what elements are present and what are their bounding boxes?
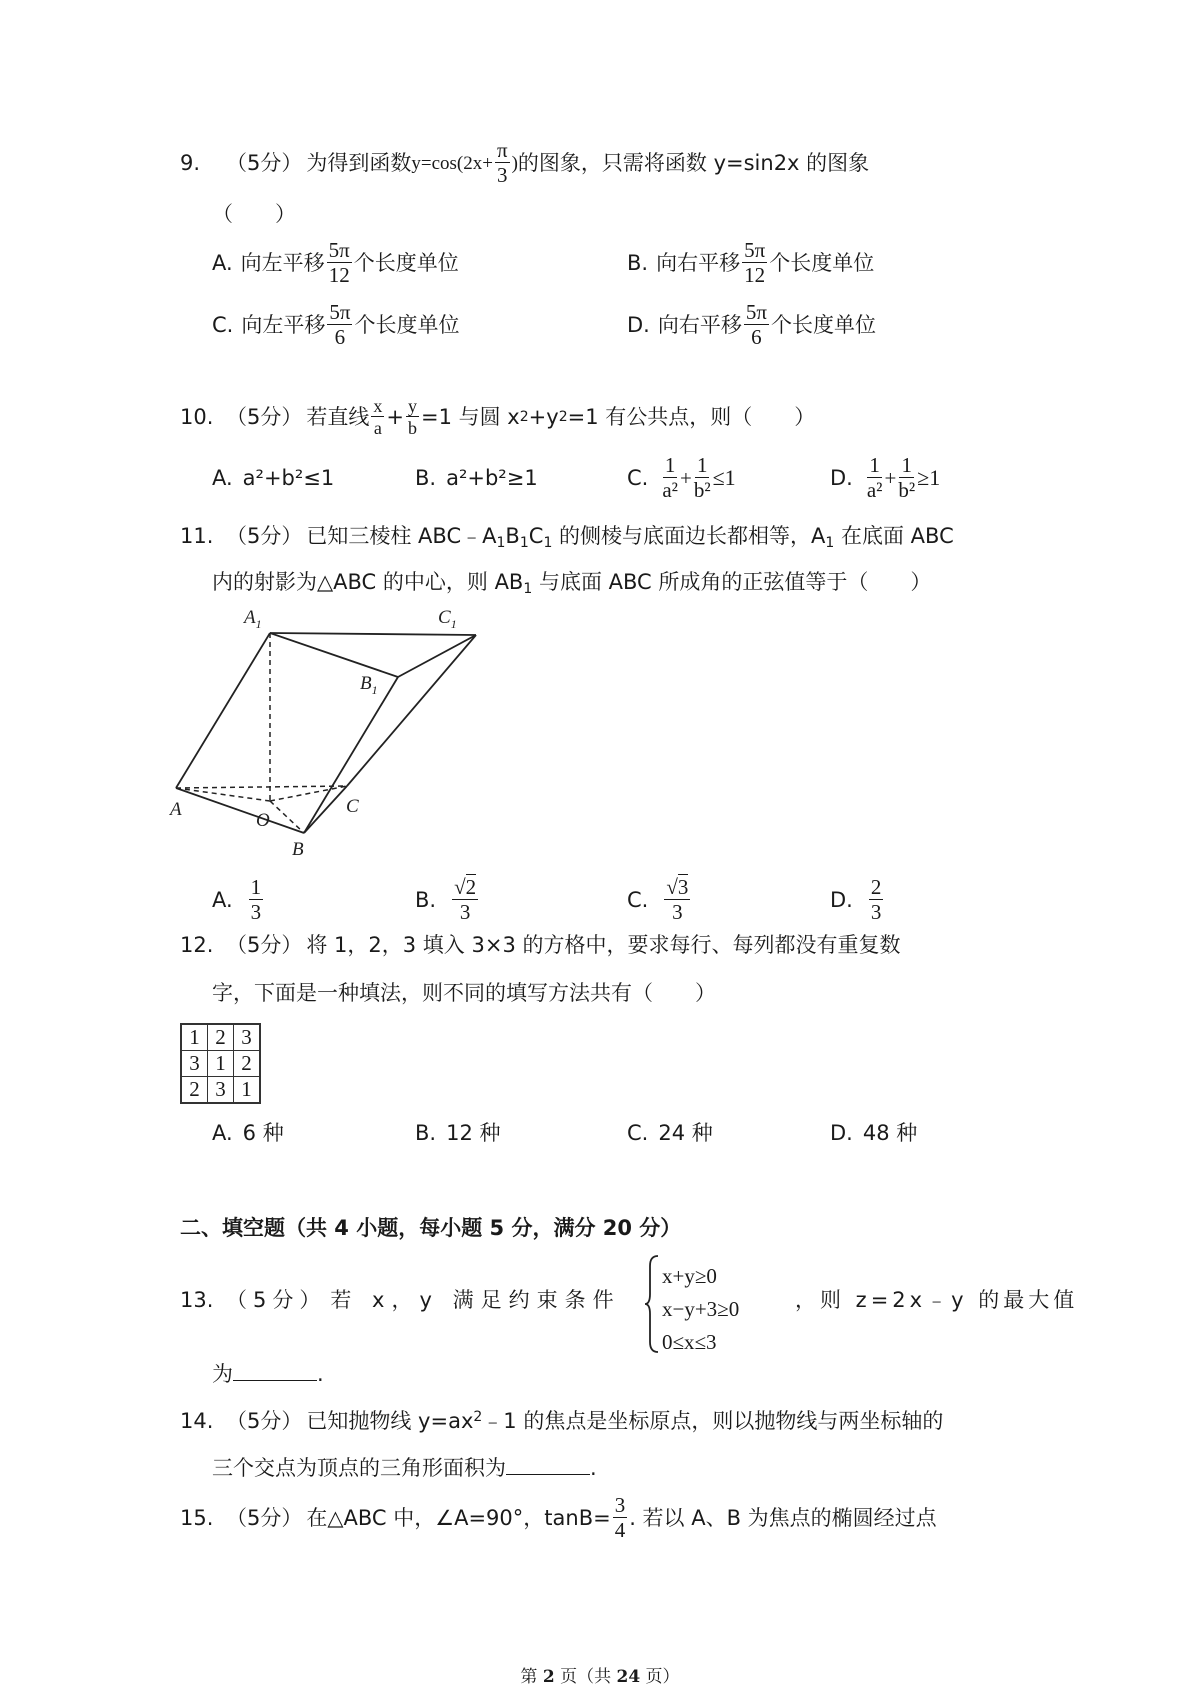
- q10-option-d-frac1: [867, 455, 883, 501]
- q12-option-c: [627, 1123, 713, 1144]
- q15-stem-a: 在△ABC 中，∠A=90°，tanB=: [306, 1505, 611, 1530]
- q9-option-c-letter: C.: [212, 312, 234, 337]
- q11-option-d: [830, 872, 885, 928]
- q11-option-c-letter: C.: [627, 887, 649, 912]
- q12-option-a: [212, 1123, 284, 1144]
- q12-option-d-letter: D.: [830, 1121, 853, 1145]
- q10-option-d-letter: D.: [830, 465, 853, 490]
- frac-den: 6: [334, 325, 346, 349]
- q9-option-d-letter: D.: [627, 312, 650, 337]
- label-o: O: [256, 810, 270, 831]
- footer-text: 页（共: [554, 1667, 617, 1687]
- frac-num: 5π: [328, 238, 350, 262]
- q14-glyph: ﹣: [482, 1409, 504, 1433]
- footer-text: 第: [520, 1667, 543, 1687]
- q14-score: （5分）: [226, 1409, 303, 1433]
- q10-eq: =1 与圆 x: [420, 404, 520, 429]
- q9-option-c-frac: [327, 302, 352, 348]
- q9-formula-num: π: [496, 138, 508, 162]
- q15-line1: [180, 1490, 937, 1546]
- grid-row: [181, 1024, 260, 1051]
- constraint-brace: [644, 1254, 660, 1354]
- q9-option-b-letter: B.: [627, 250, 649, 275]
- answer-blank[interactable]: [506, 1456, 590, 1475]
- q9-option-c-unit: 个长度单位: [354, 312, 460, 337]
- q11-option-b: [415, 872, 480, 928]
- frac-num: 1: [901, 453, 912, 477]
- q11-text: 内的射影为△ABC 的中心，则 AB: [212, 570, 524, 594]
- q10-option-b-text: a²+b²≥1: [446, 465, 538, 490]
- edge-ab: [176, 788, 304, 833]
- label-c: C: [346, 796, 359, 817]
- frac-num: √3: [666, 875, 689, 899]
- q12-option-a-text: 6 种: [242, 1121, 284, 1145]
- q10-mid: +y: [528, 404, 559, 429]
- q10-frac-x: [371, 397, 384, 437]
- grid-row: [181, 1077, 260, 1104]
- radicand: 3: [677, 875, 689, 899]
- q14-number: 14.: [180, 1409, 214, 1433]
- q9-option-b: [627, 240, 874, 286]
- q9-formula-den: 3: [497, 163, 508, 187]
- q11-line1: [180, 526, 954, 550]
- frac-den: 3: [250, 900, 262, 924]
- superscript: 2: [473, 1409, 483, 1425]
- grid-cell: 2: [208, 1024, 234, 1051]
- q10-option-a-letter: A.: [212, 465, 233, 490]
- label-a1: $A_1$: [244, 607, 262, 631]
- q10-stem-b: =1 有公共点，则（ ）: [567, 404, 816, 429]
- q13-stem-a: 若 x，y 满足约束条件: [330, 1288, 621, 1312]
- q11-option-a: [212, 872, 265, 928]
- q13-stem-c: y 的最大值: [951, 1288, 1079, 1312]
- frac-den: b²: [898, 478, 916, 502]
- frac-num: 5π: [329, 300, 351, 324]
- edge-a1c1: [270, 633, 476, 635]
- frac-den: b²: [693, 478, 711, 502]
- q9-option-d-frac: [744, 302, 769, 348]
- q14-line1: [180, 1410, 943, 1432]
- q13-score: （5分）: [226, 1288, 327, 1312]
- q11-text: 在底面 ABC: [834, 524, 954, 548]
- q9-stem-a: 为得到函数: [306, 150, 412, 175]
- q12-option-c-letter: C.: [627, 1121, 649, 1145]
- q12-option-b: [415, 1123, 501, 1144]
- q9-option-c-text: 向左平移: [241, 312, 326, 337]
- q10-option-d-plus: +: [884, 465, 897, 490]
- constraint-1: x+y≥0: [662, 1264, 717, 1288]
- frac-den: 3: [672, 900, 683, 924]
- q9-formula-post: ): [511, 152, 518, 174]
- q9-option-b-unit: 个长度单位: [769, 250, 875, 275]
- q9-option-b-frac: [742, 240, 767, 286]
- q9-option-a-letter: A.: [212, 250, 233, 275]
- q15-score: （5分）: [226, 1505, 303, 1530]
- frac-den: 3: [459, 900, 471, 924]
- page-number: 2: [542, 1667, 555, 1687]
- q11-text: 与底面 ABC 所成角的正弦值等于（ ）: [532, 570, 932, 594]
- q13-number: 13.: [180, 1288, 214, 1312]
- grid-cell: 1: [234, 1077, 261, 1104]
- grid-cell: 1: [208, 1051, 234, 1077]
- q11-text: A: [482, 524, 497, 548]
- subscript: 1: [543, 535, 553, 551]
- grid-row: [181, 1051, 260, 1077]
- seg-ao: [176, 788, 270, 801]
- q12-option-b-text: 12 种: [446, 1121, 501, 1145]
- q12-option-d-text: 48 种: [862, 1121, 918, 1145]
- q12-option-c-text: 24 种: [658, 1121, 713, 1145]
- q12-number: 12.: [180, 933, 214, 957]
- q11-text: B: [505, 524, 520, 548]
- q10-score: （5分）: [226, 404, 303, 429]
- q10-option-c-letter: C.: [627, 465, 649, 490]
- frac-num: 1: [664, 453, 676, 477]
- footer-text: 页）: [640, 1667, 680, 1687]
- q9-option-d-text: 向右平移: [657, 312, 742, 337]
- constraint-3: 0≤x≤3: [662, 1330, 717, 1354]
- q9-formula-frac: [495, 140, 510, 186]
- q10-sq1: 2: [519, 409, 529, 425]
- frac-num: x: [373, 396, 383, 416]
- grid-cell: 2: [234, 1051, 261, 1077]
- subscript: 1: [523, 581, 533, 597]
- q14-text: 1 的焦点是坐标原点，则以抛物线与两坐标轴的: [503, 1409, 944, 1433]
- q11-text: C: [528, 524, 544, 548]
- seg-ob: [270, 801, 304, 833]
- edge-ac-hidden: [176, 786, 347, 788]
- q13-line1-tail: [795, 1290, 1078, 1311]
- q9-line1: [180, 139, 869, 187]
- q11-option-b-frac: [452, 877, 478, 923]
- q11-glyph: ﹣: [461, 524, 483, 548]
- q11-option-d-frac: [869, 877, 884, 923]
- edge-c1c: [347, 635, 476, 786]
- page-footer: [0, 1662, 1200, 1687]
- frac-den: a: [373, 418, 382, 438]
- q11-text: 已知三棱柱 ABC: [306, 524, 462, 548]
- q11-option-b-letter: B.: [415, 887, 437, 912]
- q12-option-a-letter: A.: [212, 1121, 233, 1145]
- frac-den: b: [407, 418, 417, 438]
- q12-line1: [180, 935, 900, 956]
- q10-number: 10.: [180, 404, 214, 429]
- q9-option-a: [212, 240, 459, 286]
- section-heading: 二、填空题（共 4 小题，每小题 5 分，满分 20 分）: [180, 1216, 682, 1240]
- frac-den: 3: [870, 900, 882, 924]
- constraint-2: x−y+3≥0: [662, 1297, 740, 1321]
- q10-option-d-frac2: [898, 455, 915, 501]
- q10-option-c-plus: +: [679, 465, 692, 490]
- q12-score: （5分）: [226, 933, 303, 957]
- subscript: 1: [519, 535, 529, 551]
- q11-text: 的侧棱与底面边长都相等，A: [552, 524, 826, 548]
- q13-end: .: [317, 1362, 324, 1386]
- edge-a1b1: [270, 633, 398, 677]
- q10-option-c-frac1: [662, 455, 678, 501]
- q10-line1: [180, 393, 815, 441]
- q10-stem-a: 若直线: [306, 404, 370, 429]
- q9-option-d-unit: 个长度单位: [770, 312, 876, 337]
- q9-option-a-text: 向左平移: [240, 250, 325, 275]
- label-a: A: [170, 799, 182, 820]
- constraint-system: [662, 1260, 739, 1359]
- q9-formula-pre: y=cos(2x+: [411, 152, 493, 174]
- q10-frac-y: [406, 397, 419, 437]
- prism-figure: [170, 605, 532, 860]
- frac-den: 12: [744, 263, 766, 287]
- label-b1: $B_1$: [360, 673, 378, 697]
- q9-option-b-text: 向右平移: [656, 250, 741, 275]
- q15-number: 15.: [180, 1505, 214, 1530]
- q11-score: （5分）: [226, 524, 303, 548]
- frac-num: 5π: [745, 300, 767, 324]
- q14-end: .: [590, 1456, 597, 1480]
- q10-option-c: [627, 450, 736, 506]
- q14-text: 三个交点为顶点的三角形面积为: [212, 1456, 506, 1480]
- q9-number: 9.: [180, 150, 201, 175]
- frac-den: 6: [751, 325, 762, 349]
- grid-cell: 2: [181, 1077, 208, 1104]
- q12-option-d: [830, 1123, 917, 1144]
- q11-option-c-frac: [664, 877, 690, 923]
- q10-plus: +: [386, 404, 404, 429]
- frac-num: 1: [696, 453, 708, 477]
- q15-stem-b: . 若以 A、B 为焦点的椭圆经过点: [629, 1505, 937, 1530]
- q10-option-b-letter: B.: [415, 465, 437, 490]
- q10-option-d-rel: ≥1: [917, 465, 941, 490]
- q13-text: 为: [212, 1362, 233, 1386]
- q11-number: 11.: [180, 524, 214, 548]
- frac-num: 1: [250, 875, 262, 899]
- q12-text: 将 1，2，3 填入 3×3 的方格中，要求每行、每列都没有重复数: [306, 933, 901, 957]
- grid-cell: 1: [181, 1024, 208, 1051]
- q13-stem-b: ，则 z=2x: [795, 1288, 927, 1312]
- q10-sq2: 2: [558, 409, 568, 425]
- frac-den: 4: [614, 1518, 626, 1542]
- edge-bc: [304, 786, 347, 833]
- q11-option-a-frac: [249, 877, 264, 923]
- frac-num: √2: [454, 875, 477, 899]
- q12-line2: 字，下面是一种填法，则不同的填写方法共有（ ）: [212, 981, 716, 1005]
- grid-cell: 3: [181, 1051, 208, 1077]
- label-c1: $C_1$: [438, 607, 457, 631]
- frac-den: 12: [328, 263, 350, 287]
- q11-option-c: [627, 872, 692, 928]
- frac-num: 5π: [744, 238, 766, 262]
- frac-num: y: [407, 396, 417, 416]
- q10-option-d: [830, 450, 940, 506]
- subscript: 1: [825, 535, 835, 551]
- q15-frac: [613, 1495, 628, 1541]
- edge-a1a: [176, 633, 270, 788]
- q9-option-a-frac: [327, 240, 352, 286]
- edge-b1c1: [398, 635, 476, 677]
- q10-option-c-rel: ≤1: [712, 465, 736, 490]
- q11-line2: [212, 572, 931, 596]
- q10-option-a-text: a²+b²≤1: [242, 465, 335, 490]
- page-total: 24: [616, 1667, 641, 1687]
- q9-score: （5分）: [226, 150, 303, 175]
- q9-option-c: [212, 302, 459, 348]
- q9-option-d: [627, 302, 876, 348]
- q9-option-a-unit: 个长度单位: [353, 250, 459, 275]
- q11-option-d-letter: D.: [830, 887, 853, 912]
- q14-text: 已知抛物线 y=ax: [306, 1409, 474, 1433]
- q13-line2: [212, 1362, 324, 1385]
- frac-num: 1: [869, 453, 880, 477]
- q10-option-c-frac2: [694, 455, 711, 501]
- q9-paren: （ ）: [212, 202, 296, 226]
- answer-blank[interactable]: [233, 1362, 317, 1381]
- grid-cell: 3: [208, 1077, 234, 1104]
- q11-option-a-letter: A.: [212, 887, 233, 912]
- q10-option-b: [415, 456, 538, 500]
- q13-glyph: ﹣: [926, 1288, 952, 1312]
- label-b: B: [292, 839, 304, 860]
- q9-stem-b: 的图象，只需将函数 y=sin2x 的图象: [517, 150, 870, 175]
- q10-option-a: [212, 456, 334, 500]
- subscript: 1: [496, 535, 506, 551]
- grid-cell: 3: [234, 1024, 261, 1051]
- number-grid: [180, 1023, 261, 1104]
- frac-den: a²: [866, 478, 883, 502]
- radicand: 2: [465, 875, 477, 899]
- frac-num: 3: [614, 1493, 626, 1517]
- frac-num: 2: [870, 875, 882, 899]
- q14-line2: [212, 1456, 597, 1479]
- q12-option-b-letter: B.: [415, 1121, 437, 1145]
- frac-den: a²: [662, 478, 678, 502]
